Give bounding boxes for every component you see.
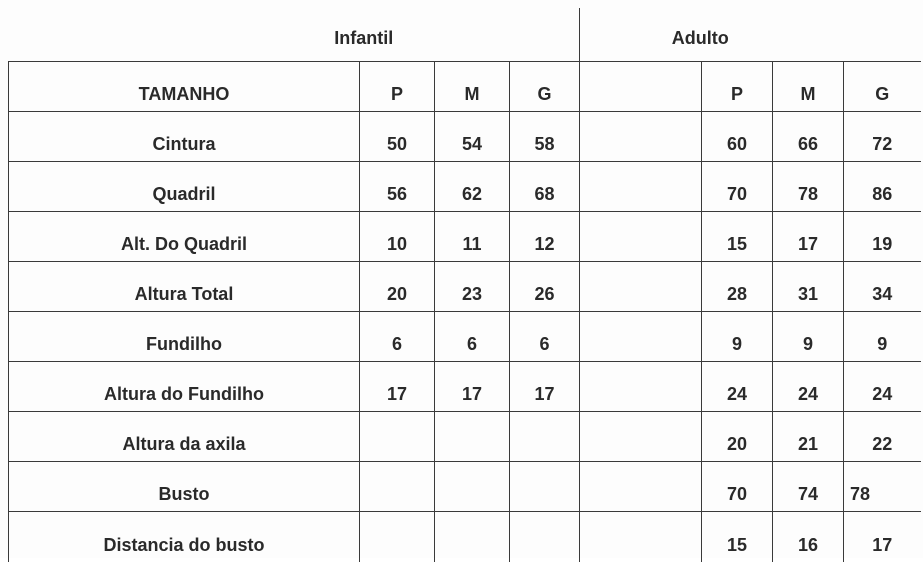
adulto-m-value: 21	[773, 412, 844, 462]
row-label: Altura do Fundilho	[9, 362, 360, 412]
spacer-cell	[580, 362, 702, 412]
adulto-g-value: 24	[844, 362, 921, 412]
infantil-g-value	[510, 412, 580, 462]
infantil-g-value: 17	[510, 362, 580, 412]
adulto-g-value: 22	[844, 412, 921, 462]
adulto-m-value: 78	[773, 162, 844, 212]
infantil-size-g: G	[510, 62, 580, 112]
adulto-p-value: 9	[702, 312, 773, 362]
infantil-m-value: 62	[435, 162, 510, 212]
spacer-cell	[580, 62, 702, 112]
spacer-cell	[580, 412, 702, 462]
infantil-m-value: 23	[435, 262, 510, 312]
infantil-p-value: 50	[360, 112, 435, 162]
infantil-g-value: 26	[510, 262, 580, 312]
spacer-cell	[580, 512, 702, 562]
infantil-g-value	[510, 512, 580, 562]
table-row	[9, 212, 921, 262]
infantil-size-m: M	[435, 62, 510, 112]
infantil-m-value	[435, 412, 510, 462]
infantil-g-value: 68	[510, 162, 580, 212]
infantil-m-value: 11	[435, 212, 510, 262]
tamanho-header: TAMANHO	[9, 62, 360, 112]
adulto-m-value: 16	[773, 512, 844, 562]
adulto-p-value: 20	[702, 412, 773, 462]
spacer-cell	[580, 162, 702, 212]
row-label: Busto	[9, 462, 360, 512]
adulto-m-value: 31	[773, 262, 844, 312]
adulto-p-value: 70	[702, 462, 773, 512]
adulto-g-value: 78	[844, 462, 921, 512]
table-row	[9, 362, 921, 412]
table-row	[9, 262, 921, 312]
adulto-g-value: 72	[844, 112, 921, 162]
infantil-p-value: 20	[360, 262, 435, 312]
adulto-m-value: 24	[773, 362, 844, 412]
adulto-size-p: P	[702, 62, 773, 112]
infantil-g-value: 6	[510, 312, 580, 362]
adulto-g-value: 17	[844, 512, 921, 562]
infantil-p-value: 17	[360, 362, 435, 412]
row-label: Fundilho	[9, 312, 360, 362]
adulto-g-value: 9	[844, 312, 921, 362]
row-label: Distancia do busto	[9, 512, 360, 562]
table-row	[9, 512, 921, 562]
adulto-p-value: 15	[702, 512, 773, 562]
table-row	[9, 312, 921, 362]
infantil-m-value: 54	[435, 112, 510, 162]
spacer-cell	[580, 112, 702, 162]
infantil-p-value	[360, 412, 435, 462]
group-header-adulto: Adulto	[580, 8, 921, 62]
adulto-p-value: 70	[702, 162, 773, 212]
row-label: Altura Total	[9, 262, 360, 312]
adulto-size-m: M	[773, 62, 844, 112]
infantil-g-value: 12	[510, 212, 580, 262]
infantil-g-value	[510, 462, 580, 512]
table-row	[9, 412, 921, 462]
adulto-p-value: 60	[702, 112, 773, 162]
infantil-m-value: 6	[435, 312, 510, 362]
infantil-p-value	[360, 462, 435, 512]
row-label: Alt. Do Quadril	[9, 212, 360, 262]
infantil-size-p: P	[360, 62, 435, 112]
table-row	[9, 462, 921, 512]
adulto-p-value: 15	[702, 212, 773, 262]
row-label: Cintura	[9, 112, 360, 162]
infantil-p-value: 6	[360, 312, 435, 362]
infantil-p-value	[360, 512, 435, 562]
adulto-m-value: 17	[773, 212, 844, 262]
infantil-p-value: 56	[360, 162, 435, 212]
adulto-g-value: 34	[844, 262, 921, 312]
adulto-m-value: 66	[773, 112, 844, 162]
table-row	[9, 162, 921, 212]
size-header-row	[9, 62, 921, 112]
adulto-size-g: G	[844, 62, 921, 112]
row-label: Altura da axila	[9, 412, 360, 462]
adulto-p-value: 24	[702, 362, 773, 412]
spacer-cell	[580, 312, 702, 362]
group-header-infantil: Infantil	[9, 8, 580, 62]
adulto-g-value: 19	[844, 212, 921, 262]
infantil-p-value: 10	[360, 212, 435, 262]
adulto-g-value: 86	[844, 162, 921, 212]
infantil-m-value	[435, 462, 510, 512]
adulto-p-value: 28	[702, 262, 773, 312]
spacer-cell	[580, 212, 702, 262]
infantil-g-value: 58	[510, 112, 580, 162]
spacer-cell	[580, 262, 702, 312]
infantil-m-value: 17	[435, 362, 510, 412]
size-chart-table	[8, 8, 921, 562]
table-row	[9, 112, 921, 162]
infantil-m-value	[435, 512, 510, 562]
group-header-row	[9, 8, 921, 62]
adulto-m-value: 9	[773, 312, 844, 362]
adulto-m-value: 74	[773, 462, 844, 512]
spacer-cell	[580, 462, 702, 512]
row-label: Quadril	[9, 162, 360, 212]
